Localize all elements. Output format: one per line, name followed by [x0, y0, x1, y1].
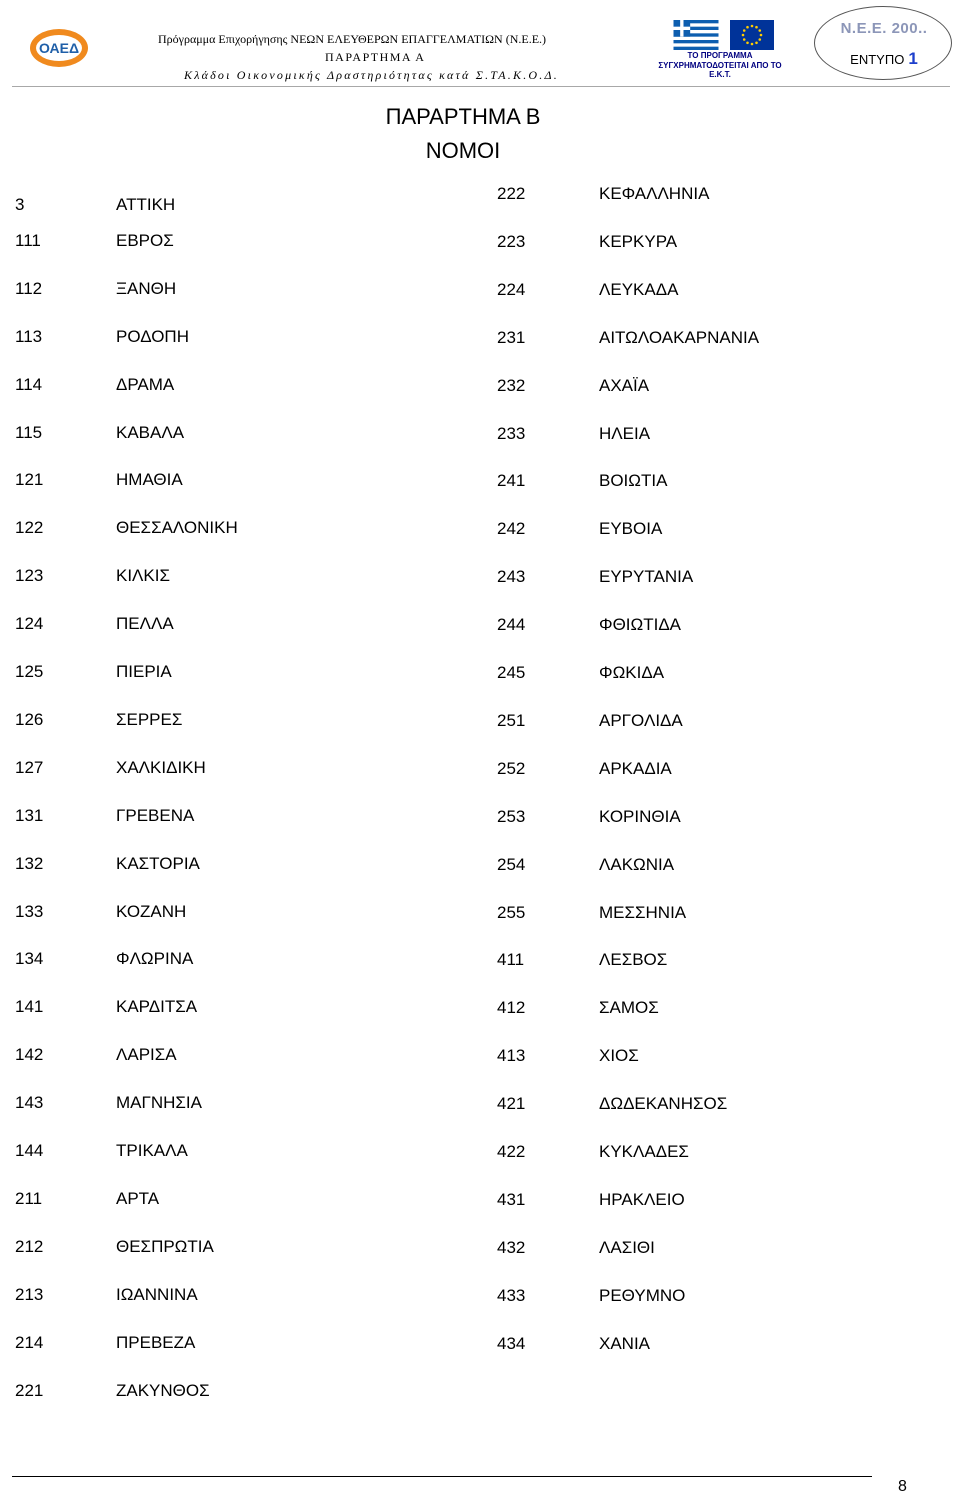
prefecture-name: ΛΑΡΙΣΑ: [116, 1045, 177, 1065]
prefecture-name: ΑΙΤΩΛΟΑΚΑΡΝΑΝΙΑ: [599, 327, 760, 347]
prefecture-name: ΠΡΕΒΕΖΑ: [116, 1332, 196, 1352]
eu-star-icon: [760, 34, 763, 37]
prefecture-name: ΣΑΜΟΣ: [599, 998, 659, 1018]
prefecture-name: ΔΩΔΕΚΑΝΗΣΟΣ: [599, 1094, 728, 1114]
page-number: 8: [898, 1478, 907, 1495]
header-divider: [12, 86, 950, 87]
prefecture-code: 131: [15, 805, 44, 825]
prefecture-code: 111: [15, 230, 41, 250]
prefecture-code: 212: [15, 1236, 44, 1256]
prefecture-code: 141: [15, 997, 44, 1017]
prefecture-name: ΦΛΩΡΙΝΑ: [116, 949, 194, 969]
header-sector-label: Κλάδοι Οικονομικής Δραστηριότητας κατά Σ.ΤΑ.Κ.Ο.Δ.: [184, 68, 559, 82]
prefecture-code: 123: [15, 566, 44, 586]
prefecture-name: ΠΕΛΛΑ: [116, 614, 174, 634]
prefecture-code: 254: [497, 854, 526, 874]
prefecture-name: ΗΡΑΚΛΕΙΟ: [599, 1189, 685, 1209]
badge-code: Ν.Ε.Ε. 200..: [840, 20, 928, 37]
prefecture-name: ΕΒΡΟΣ: [116, 230, 174, 250]
funding-caption: [650, 51, 790, 80]
footer-divider: [12, 1476, 872, 1477]
eu-star-icon: [755, 26, 758, 29]
prefecture-name: ΛΑΚΩΝΙΑ: [599, 854, 675, 874]
prefecture-code: 142: [15, 1045, 44, 1065]
prefecture-code: 244: [497, 615, 526, 635]
prefecture-code: 112: [15, 278, 43, 298]
eu-star-icon: [742, 34, 745, 37]
prefecture-name: ΒΟΙΩΤΙΑ: [599, 471, 668, 491]
prefecture-name: ΚΙΛΚΙΣ: [116, 566, 170, 586]
eu-star-icon: [751, 43, 754, 46]
prefecture-code: 434: [497, 1333, 526, 1353]
header-annex-label: ΠΑΡΑΡΤΗΜΑ Α: [325, 50, 426, 64]
badge-form-number: 1: [908, 49, 918, 68]
prefecture-code: 224: [497, 279, 526, 299]
prefecture-name: ΣΕΡΡΕΣ: [116, 709, 183, 729]
prefecture-name: ΛΕΣΒΟΣ: [599, 950, 668, 970]
prefecture-code: 143: [15, 1093, 44, 1113]
prefecture-name: ΤΡΙΚΑΛΑ: [116, 1141, 188, 1160]
prefecture-name: ΚΟΡΙΝΘΙΑ: [599, 806, 681, 826]
prefecture-code: 222: [497, 184, 526, 203]
prefecture-code: 243: [497, 567, 526, 587]
badge-form-label: [815, 49, 953, 69]
prefecture-code: 432: [497, 1237, 526, 1257]
header-text: [140, 30, 660, 84]
eu-star-icon: [751, 25, 754, 28]
prefecture-code: 421: [497, 1094, 526, 1114]
prefecture-code: 411: [497, 950, 525, 970]
prefecture-name: ΘΕΣΠΡΩΤΙΑ: [116, 1236, 214, 1256]
header-program-title: Πρόγραμμα Επιχορήγησης ΝΕΩΝ ΕΛΕΥΘΕΡΩΝ ΕΠΑΓΓΕΛΜΑΤΙΩΝ (Ν.Ε.Ε.): [158, 32, 547, 46]
prefecture-name: ΙΩΑΝΝΙΝΑ: [116, 1284, 198, 1304]
prefecture-code: 213: [15, 1284, 44, 1304]
prefecture-code: 233: [497, 423, 526, 443]
prefecture-code: 122: [15, 518, 44, 538]
prefecture-name: ΕΥΒΟΙΑ: [599, 519, 663, 539]
prefecture-code: 127: [15, 757, 44, 777]
prefecture-code: 144: [15, 1141, 44, 1160]
prefecture-code: 413: [497, 1046, 526, 1066]
prefecture-name: ΛΕΥΚΑΔΑ: [599, 279, 679, 299]
oaed-logo: [28, 26, 90, 70]
prefecture-name: ΚΑΒΑΛΑ: [116, 422, 185, 442]
prefecture-name: ΠΙΕΡΙΑ: [116, 662, 172, 681]
svg-text:ΟΑΕΔ: ΟΑΕΔ: [38, 40, 80, 56]
prefecture-code: 132: [15, 853, 44, 873]
prefecture-code: 114: [15, 374, 43, 394]
prefecture-name: ΚΕΦΑΛΛΗΝΙΑ: [599, 184, 710, 203]
badge-form-text: ΕΝΤΥΠΟ: [850, 52, 905, 67]
prefecture-code: 126: [15, 709, 44, 729]
prefecture-name: ΚΑΣΤΟΡΙΑ: [116, 853, 200, 873]
funding-caption-line: Ε.Κ.Τ.: [709, 70, 731, 79]
prefecture-name: ΑΡΤΑ: [116, 1188, 160, 1208]
eu-star-icon: [743, 29, 746, 32]
eu-star-icon: [758, 38, 761, 41]
prefecture-name: ΚΑΡΔΙΤΣΑ: [116, 997, 198, 1017]
prefecture-name: ΛΑΣΙΘΙ: [599, 1237, 655, 1257]
prefecture-name: ΜΑΓΝΗΣΙΑ: [116, 1093, 202, 1113]
prefecture-code: 115: [15, 422, 43, 442]
prefecture-name: ΑΧΑΪΑ: [599, 375, 650, 395]
prefecture-name: ΡΕΘΥΜΝΟ: [599, 1285, 686, 1305]
prefecture-name: ΑΡΚΑΔΙΑ: [599, 758, 672, 778]
prefecture-name: ΔΡΑΜΑ: [116, 374, 175, 394]
eu-star-icon: [743, 38, 746, 41]
eu-star-icon: [755, 41, 758, 44]
prefecture-name: ΞΑΝΘΗ: [116, 278, 177, 298]
funding-caption-line: ΣΥΓΧΡΗΜΑΤΟΔΟΤΕΙΤΑΙ ΑΠΟ ΤΟ: [658, 60, 782, 70]
prefecture-name: ΚΟΖΑΝΗ: [116, 901, 187, 921]
page-header: [0, 0, 960, 88]
prefecture-name: ΧΑΛΚΙΔΙΚΗ: [116, 757, 206, 777]
page-subtitle: ΝΟΜΟΙ: [425, 138, 501, 163]
prefecture-code: 211: [15, 1188, 43, 1208]
prefecture-name: ΘΕΣΣΑΛΟΝΙΚΗ: [116, 518, 238, 538]
form-badge: [814, 6, 952, 80]
prefecture-code: 3: [15, 195, 25, 214]
prefecture-code: 433: [497, 1285, 526, 1305]
funding-caption-line: ΤΟ ΠΡΟΓΡΑΜΜΑ: [687, 51, 753, 60]
funding-flags: [650, 18, 790, 78]
eu-star-icon: [758, 29, 761, 32]
eu-star-icon: [746, 41, 749, 44]
prefecture-code: 412: [497, 998, 526, 1018]
prefecture-code: 214: [15, 1332, 44, 1352]
prefecture-code: 231: [497, 327, 526, 347]
prefecture-code: 251: [497, 710, 526, 730]
prefecture-name: ΓΡΕΒΕΝΑ: [116, 805, 195, 825]
prefecture-code: 431: [497, 1189, 526, 1209]
prefecture-name: ΑΡΓΟΛΙΔΑ: [599, 710, 683, 730]
prefecture-name: ΗΜΑΘΙΑ: [116, 470, 183, 490]
prefecture-code: 242: [497, 519, 526, 539]
prefecture-name: ΑΤΤΙΚΗ: [116, 195, 176, 214]
prefecture-name: ΧΙΟΣ: [599, 1046, 639, 1066]
prefecture-name: ΜΕΣΣΗΝΙΑ: [599, 902, 687, 922]
prefecture-name: ΡΟΔΟΠΗ: [116, 326, 189, 346]
prefecture-name: ΦΩΚΙΔΑ: [599, 663, 665, 682]
prefecture-code: 241: [497, 471, 526, 491]
prefecture-name: ΦΘΙΩΤΙΔΑ: [599, 615, 682, 635]
prefecture-code: 221: [15, 1380, 44, 1400]
prefecture-code: 125: [15, 662, 44, 681]
prefecture-code: 422: [497, 1142, 526, 1161]
prefecture-code: 121: [15, 470, 44, 490]
prefecture-name: ΚΥΚΛΑΔΕΣ: [599, 1142, 689, 1161]
page-title: ΠΑΡΑΡΤΗΜΑ Β: [385, 104, 541, 129]
eu-star-icon: [746, 26, 749, 29]
eu-flag-icon: [730, 20, 774, 50]
prefecture-code: 113: [15, 326, 43, 346]
prefecture-name: ΚΕΡΚΥΡΑ: [599, 231, 678, 251]
prefecture-code: 255: [497, 902, 526, 922]
prefecture-code: 253: [497, 806, 526, 826]
prefecture-name: ΗΛΕΙΑ: [599, 423, 651, 443]
prefecture-code: 223: [497, 231, 526, 251]
prefecture-code: 245: [497, 663, 526, 682]
prefecture-name: ΧΑΝΙΑ: [599, 1333, 651, 1353]
greek-flag-icon: [670, 20, 722, 50]
prefecture-code: 134: [15, 949, 44, 969]
prefecture-code: 232: [497, 375, 526, 395]
prefecture-name: ΕΥΡΥΤΑΝΙΑ: [599, 567, 694, 587]
prefecture-code: 133: [15, 901, 44, 921]
prefecture-code: 124: [15, 614, 44, 634]
prefecture-name: ΖΑΚΥΝΘΟΣ: [116, 1380, 210, 1400]
prefecture-code: 252: [497, 758, 526, 778]
